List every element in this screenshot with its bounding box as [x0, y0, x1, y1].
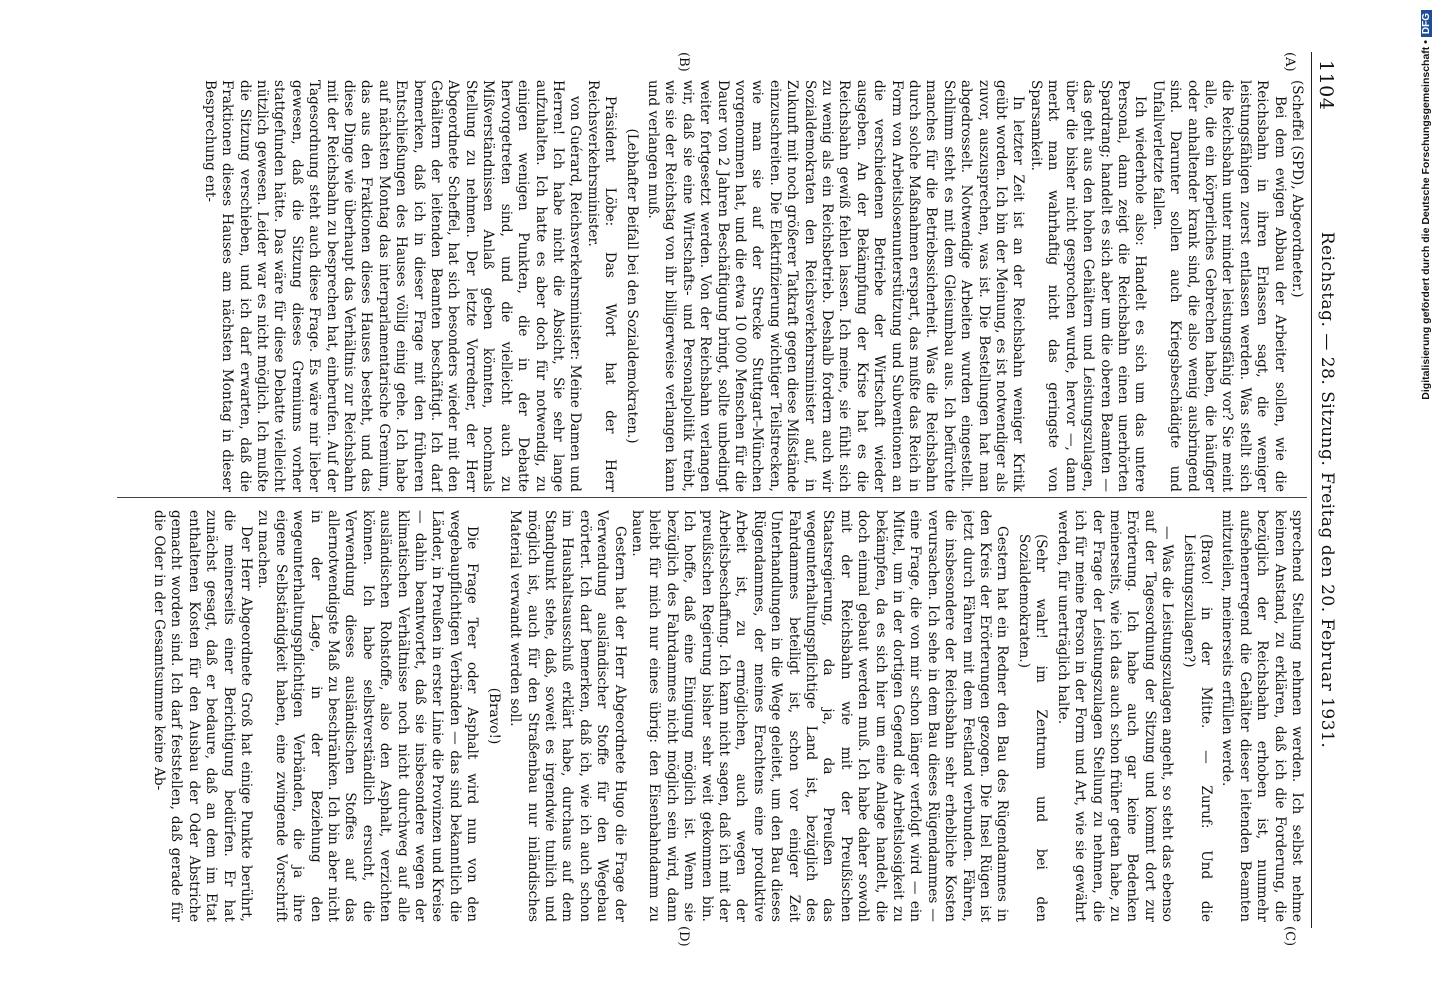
- document-page: [97, 40, 1342, 947]
- paragraph: Die Frage Teer oder Asphalt wird nun von den wegebaupflichtigen Verbänden — das sind bekanntlich die Länder, in Preußen in erster Linie die Provinzen und Kreise — dahin beantwortet, daß sie insbesondere wegen der klimatischen Verhältnisse noch nicht durchweg auf alle ausländischen Rohstoffe, also den Asphalt, verzichten können. Ich habe selbstverständlich ersucht, die Verwendung dieses ausländischen Stoffes auf das allernotwendigste Maß zu beschränken. Ich bin aber nicht in der Lage, in der Beziehung den wegeunterhaltungspflichtigen Verbänden, die ja ihre eigene Selbständigkeit haben, eine zwingende Vorschrift zu machen.: [255, 510, 481, 922]
- paragraph: Bei dem ewigen Abbau der Arbeiter sollen, wie die Reichsbahn in ihren Erlassen sagt, die weniger leistungsfähigen zuerst entlassen werden. Was stellt sich die Reichsbahn unter minder leistungsfähig vor? Sie meint alle, die ein körperliches Gebrechen haben, die häufiger oder anhaltender krank sind, die also wenig ausbringend sind. Darunter sollen auch Kriegsbeschädigte und Unfallverletzte fallen.: [1149, 80, 1288, 492]
- page-number: 1104: [1315, 60, 1337, 111]
- page-header: [1311, 52, 1342, 928]
- margin-marker-a: (A): [1282, 52, 1297, 72]
- funding-note: Digitalisierung gefördert durch die Deutsche Forschungsgemeinschaft •: [1420, 40, 1432, 400]
- interjection: (Bravo! in der Mitte. — Zuruf: Und die Leistungszulagen?): [1180, 534, 1214, 922]
- paragraph: Ich wiederhole also: Handelt es sich um das untere Personal, dann zeigt die Reichsbahn einen unerhörten Spardrang; handelt es sich aber um die oberen Beamten — das geht aus den hohen Gehältern und Leistungszulagen, über die bisher nicht gesprochen wurde, hervor —, dann merkt man wahrhaftig nicht das geringste von Sparsamkeit.: [1027, 80, 1149, 492]
- minister-speech: von Guérard, Reichsverkehrsminister: Meine Damen und Herren! Ich habe nicht die Absicht, Sie sehr lange aufzuhalten. Ich hatte es aber doch für notwendig, zu einigen wenigen Punkten, die in der Debatte hervorgetreten sind, und die vielleicht auch zu Mißverständnissen Anlaß geben könnten, nochmals Stellung zu nehmen. Der letzte Vorredner, der Herr Abgeordnete Scheffel, hat sich besonders wieder mit den Gehältern der leitenden Beamten beschäftigt. Ich darf bemerken, daß ich in dieser Frage mit den früheren Entschließungen des Hauses völlig einig gehe. Ich habe auf nächsten Montag das interparlamentarische Gremium, das aus den Fraktionen dieses Hauses besteht, und das diese Dinge wie überhaupt das Verhältnis zur Reichsbahn mit der Reichsbahn zu besprechen hat, einberufen. Auf der Tagesordnung steht auch diese Frage. Es wäre mir lieber gewesen, daß die Sitzung dieses Gremiums vorher stattgefunden hätte. Das wäre für diese Debatte vielleicht nützlich gewesen. Leider war es nicht möglich. Ich mußte die Sitzung verschieben, und ich darf erwarten, daß die Fraktionen dieses Hauses am nächsten Montag in dieser Besprechung ent-: [201, 80, 584, 492]
- paragraph: Der Herr Abgeordnete Groß hat einige Punkte berührt, die meinerseits einer Berichtigung bedürfen. Er hat zunächst gesagt, daß er bedaure, daß an dem im Etat enthaltenen Kosten für den Ausbau der Oder Abstriche gemacht worden sind. Ich darf feststellen, daß gerade für die Oder in der Gesamtsumme keine Ab-: [151, 510, 255, 922]
- interjection: (Sehr wahr! im Zentrum und bei den Sozialdemokraten.): [1015, 534, 1050, 922]
- paragraph: Gestern hat ein Redner den Bau des Rügendammes in den Kreis der Erörterungen gezogen. Die Insel Rügen ist jetzt durch Fähren mit dem Festland verbunden. Fähren, die insbesondere der Reichsbahn sehr erhebliche Kosten verursachen. Ich sehe in dem Bau dieses Rügendammes — eine Frage, die von mir schon länger verfolgt wird — ein Mittel, um in der dortigen Gegend die Arbeitslosigkeit zu bekämpfen, da es sich hier um eine Anlage handelt, die doch einmal gebaut werden muß. Ich habe daher sowohl mit der Reichsbahn wie mit der Preußischen Staatsregierung, da ja, da Preußen das wegeunterhaltungspflichtige Land ist, bezüglich des Fahrdammes beteiligt ist, schon vor einiger Zeit Unterhandlungen in die Wege geleitet, um den Bau dieses Rügendammes, der meines Erachtens eine produktive Arbeit ist, zu ermöglichen, auch wegen der Arbeitsbeschaffung. Ich kann nicht sagen, daß ich mit der preußischen Regierung bisher sehr weit gekommen bin. Ich hoffe, daß eine Einigung möglich ist. Wenn sie bezüglich des Fahrdammes nicht möglich sein wird, dann bleibt für mich nur eines übrig: den Eisenbahndamm zu bauen.: [628, 510, 1011, 922]
- paragraph: Gestern hat der Herr Abgeordnete Hugo die Frage der Verwendung ausländischer Stoffe für den Wegebau erörtert. Ich darf bemerken, daß ich, wie ich auch schon im Haushaltsausschuß erklärt habe, durchaus auf dem Standpunkt stehe, daß, soweit es irgendwie tunlich und möglich ist, auch für den Straßenbau nur inländisches Material verwandt werden soll.: [507, 510, 628, 922]
- interjection: (Bravo!): [485, 687, 502, 745]
- column-divider: [117, 497, 1307, 498]
- right-column: [119, 510, 1305, 922]
- paragraph: In letzter Zeit ist an der Reichsbahn weniger Kritik geübt worden. Ich bin der Meinung, es ist notwendiger als zuvor, auszusprechen, was ist. Die Bestellungen hat man abgedrosselt. Notwendige Arbeiten wurden eingestellt. Schlimm steht es mit dem Gleisumbau aus. Ich befürchte manches für die Betriebssicherheit. Was die Reichsbahn durch solche Maßnahmen erspart, das mußte das Reich in Form von Arbeitslosenunterstützung und Subventionen an die verschiedenen Betriebe der Wirtschaft wieder ausgeben. An der Bekämpfung der Krise hat es die Reichsbahn gewiß fehlen lassen. Ich meine, sie fühlt sich zu wenig als ein Reichsbetrieb. Deshalb fordern auch wir Sozialdemokraten den Reichsverkehrsminister auf, in Zukunft mit noch größerer Tatkraft gegen diese Mißstände einzuschreiten. Die Elektrifizierung wichtiger Teilstrecken, wie man sie auf der Strecke Stuttgart–München vorgenommen hat, und die etwa 10 000 Menschen für die Dauer von 2 Jahren Beschäftigung bringt, sollte unbedingt weiter fortgesetzt werden. Von der Reichsbahn verlangen wir, daß sie eine Wirtschafts- und Personalpolitik treibt, wie sie der Reichstag von ihr billigerweise verlangen kann und verlangen muß.: [644, 80, 1027, 492]
- speaker-continuation: (Scheffel (SPD), Abgeordneter.): [1289, 80, 1305, 298]
- applause-note: (Lebhafter Beifall bei den Sozialdemokraten.): [623, 128, 640, 444]
- paragraph: — Was die Leistungszulagen angeht, so steht das ebenso auf der Tagesordnung der Sitzung und kommt dort zur Erörterung. Ich habe auch gar keine Bedenken meinerseits, wie ich das auch schon früher getan habe, zu der Frage der Leistungszulagen Stellung zu nehmen, die ich für meine Person in der Form und Art, wie sie gewährt werden, für unerträglich halte.: [1054, 510, 1176, 922]
- running-title: Reichstag. — 28. Sitzung. Freitag den 20. Februar 1931.: [1317, 231, 1337, 749]
- margin-marker-c: (C): [1282, 926, 1297, 947]
- text-columns: [111, 52, 1311, 947]
- funding-sidebar: [1418, 10, 1434, 990]
- dfg-logo: DFG: [1421, 10, 1432, 37]
- president-announcement: Präsident Löbe: Das Wort hat der Herr Reichsverkehrsminister.: [584, 80, 619, 492]
- paragraph: sprechend Stellung nehmen werden. Ich selbst nehme keinen Anstand, zu erklären, daß ich die Forderung, die bezüglich der Reichsbahn erhoben ist, nunmehr aufsehenerregend die Gehälter dieser leitenden Beamten mitzuteilen, meinerseits erfüllen werde.: [1219, 510, 1305, 922]
- margin-marker-d: (D): [676, 926, 691, 947]
- margin-marker-b: (B): [676, 52, 691, 72]
- left-column: [119, 80, 1305, 492]
